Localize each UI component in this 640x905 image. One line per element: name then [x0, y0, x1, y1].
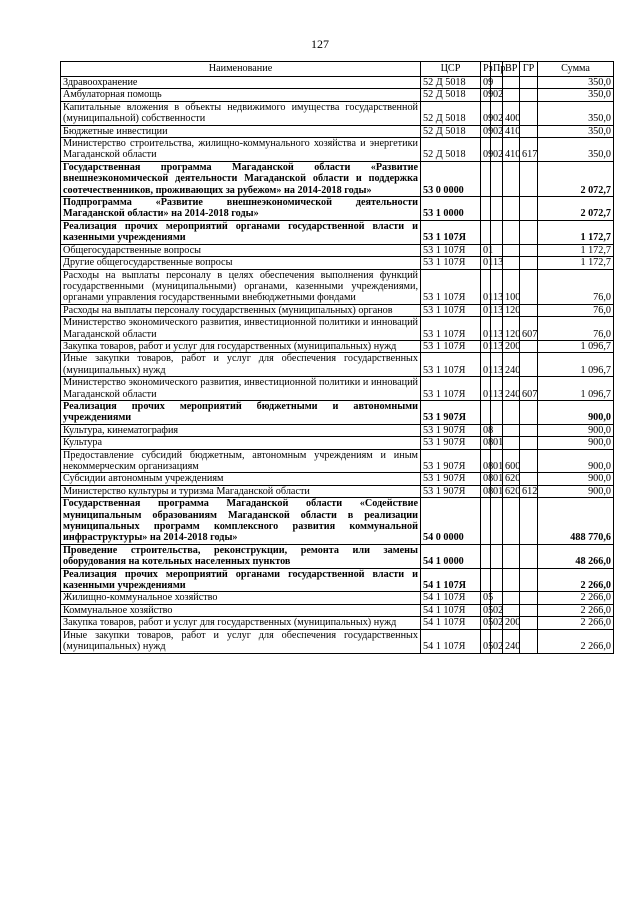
cell-sum: 350,0 [538, 125, 614, 137]
table-row [61, 353, 614, 377]
cell-gr [520, 473, 538, 485]
cell-vr [503, 220, 520, 244]
cell-vr [503, 197, 520, 221]
cell-sum: 1 096,7 [538, 340, 614, 352]
cell-rz [481, 220, 491, 244]
cell-sum: 350,0 [538, 77, 614, 89]
cell-vr [503, 161, 520, 196]
cell-csr: 53 1 907Я [421, 437, 481, 449]
cell-pr: 13 [491, 269, 503, 304]
cell-rz: 08 [481, 437, 491, 449]
table-row [61, 257, 614, 269]
cell-name: Государственная программа Магаданской области «Содействие муниципальным образованиям Магаданской области в реализации муниципальных программ комплексного развития коммунальной инфраструктуры» на 2014-2018 годы» [61, 498, 421, 545]
cell-gr [520, 604, 538, 616]
cell-pr: 02 [491, 89, 503, 101]
table-row [61, 377, 614, 401]
cell-name: Министерство экономического развития, инвестиционной политики и инноваций Магаданской области [61, 317, 421, 341]
cell-gr [520, 89, 538, 101]
cell-rz: 01 [481, 304, 491, 316]
cell-name: Государственная программа Магаданской области «Развитие внешнеэкономической деятельности Магаданской области и поддержка соотечественников, проживающих за рубежом» на 2014-2018 годы» [61, 161, 421, 196]
cell-pr [491, 400, 503, 424]
cell-csr: 53 1 0000 [421, 197, 481, 221]
table-row [61, 473, 614, 485]
cell-sum: 900,0 [538, 400, 614, 424]
cell-name: Министерство экономического развития, инвестиционной политики и инноваций Магаданской области [61, 377, 421, 401]
cell-rz [481, 544, 491, 568]
cell-vr: 600 [503, 449, 520, 473]
cell-sum: 2 072,7 [538, 161, 614, 196]
table-row [61, 629, 614, 653]
cell-sum: 76,0 [538, 304, 614, 316]
cell-gr: 607 [520, 377, 538, 401]
cell-pr: 01 [491, 473, 503, 485]
cell-name: Общегосударственные вопросы [61, 244, 421, 256]
cell-vr: 240 [503, 353, 520, 377]
cell-rz: 09 [481, 77, 491, 89]
cell-sum: 76,0 [538, 269, 614, 304]
cell-gr [520, 340, 538, 352]
cell-rz: 01 [481, 244, 491, 256]
cell-rz: 09 [481, 125, 491, 137]
cell-name: Культура [61, 437, 421, 449]
cell-pr: 02 [491, 125, 503, 137]
table-row [61, 304, 614, 316]
cell-csr: 53 0 0000 [421, 161, 481, 196]
cell-pr: 13 [491, 377, 503, 401]
cell-csr: 53 1 107Я [421, 257, 481, 269]
table-row [61, 197, 614, 221]
cell-pr: 02 [491, 138, 503, 162]
cell-pr [491, 197, 503, 221]
cell-name: Реализация прочих мероприятий органами государственной власти и казенными учреждениями [61, 220, 421, 244]
cell-sum: 2 266,0 [538, 629, 614, 653]
cell-rz: 01 [481, 317, 491, 341]
table-header-row [61, 62, 614, 77]
cell-sum: 76,0 [538, 317, 614, 341]
cell-name: Амбулаторная помощь [61, 89, 421, 101]
cell-gr [520, 592, 538, 604]
cell-rz: 08 [481, 473, 491, 485]
cell-csr: 53 1 107Я [421, 220, 481, 244]
cell-gr [520, 269, 538, 304]
cell-gr [520, 101, 538, 125]
cell-vr: 620 [503, 485, 520, 497]
cell-vr [503, 498, 520, 545]
cell-sum: 350,0 [538, 89, 614, 101]
column-header-name: Наименование [61, 62, 421, 77]
cell-csr: 53 1 107Я [421, 304, 481, 316]
table-row [61, 125, 614, 137]
cell-gr [520, 629, 538, 653]
table-row [61, 400, 614, 424]
cell-pr [491, 568, 503, 592]
cell-name: Проведение строительства, реконструкции, ремонта или замены оборудования на котельных населенных пунктов [61, 544, 421, 568]
cell-rz: 01 [481, 353, 491, 377]
cell-rz: 09 [481, 89, 491, 101]
cell-pr: 02 [491, 617, 503, 629]
cell-pr: 13 [491, 353, 503, 377]
cell-sum: 350,0 [538, 138, 614, 162]
cell-csr: 53 1 107Я [421, 377, 481, 401]
cell-vr: 240 [503, 377, 520, 401]
cell-name: Министерство строительства, жилищно-коммунального хозяйства и энергетики Магаданской области [61, 138, 421, 162]
cell-sum: 2 266,0 [538, 604, 614, 616]
cell-gr [520, 424, 538, 436]
cell-vr: 120 [503, 317, 520, 341]
cell-name: Подпрограмма «Развитие внешнеэкономической деятельности Магаданской области» на 2014-2018 годы» [61, 197, 421, 221]
table-row [61, 617, 614, 629]
cell-sum: 900,0 [538, 485, 614, 497]
column-header-sum: Сумма [538, 62, 614, 77]
cell-vr [503, 592, 520, 604]
cell-pr: 01 [491, 437, 503, 449]
cell-gr [520, 257, 538, 269]
cell-gr [520, 568, 538, 592]
cell-name: Закупка товаров, работ и услуг для государственных (муниципальных) нужд [61, 617, 421, 629]
cell-name: Другие общегосударственные вопросы [61, 257, 421, 269]
cell-pr: 13 [491, 257, 503, 269]
cell-rz: 08 [481, 449, 491, 473]
cell-csr: 54 1 107Я [421, 617, 481, 629]
cell-pr: 01 [491, 485, 503, 497]
table-row [61, 138, 614, 162]
cell-rz: 05 [481, 604, 491, 616]
cell-sum: 900,0 [538, 437, 614, 449]
cell-csr: 52 Д 5018 [421, 101, 481, 125]
cell-gr [520, 220, 538, 244]
cell-rz: 05 [481, 629, 491, 653]
cell-csr: 54 0 0000 [421, 498, 481, 545]
cell-csr: 54 1 107Я [421, 568, 481, 592]
cell-csr: 53 1 907Я [421, 485, 481, 497]
cell-vr [503, 257, 520, 269]
cell-sum: 900,0 [538, 449, 614, 473]
cell-name: Реализация прочих мероприятий органами государственной власти и казенными учреждениями [61, 568, 421, 592]
cell-csr: 53 1 107Я [421, 317, 481, 341]
cell-csr: 53 1 907Я [421, 400, 481, 424]
column-header-gr: ГР [520, 62, 538, 77]
cell-pr: 13 [491, 304, 503, 316]
cell-csr: 53 1 107Я [421, 353, 481, 377]
cell-pr [491, 161, 503, 196]
table-row [61, 604, 614, 616]
column-header-csr: ЦСР [421, 62, 481, 77]
cell-sum: 488 770,6 [538, 498, 614, 545]
cell-csr: 54 1 0000 [421, 544, 481, 568]
cell-name: Реализация прочих мероприятий бюджетными и автономными учреждениями [61, 400, 421, 424]
cell-gr [520, 617, 538, 629]
cell-vr: 400 [503, 101, 520, 125]
cell-vr: 100 [503, 269, 520, 304]
cell-pr: 01 [491, 449, 503, 473]
cell-rz [481, 498, 491, 545]
cell-pr: 02 [491, 629, 503, 653]
cell-name: Иные закупки товаров, работ и услуг для обеспечения государственных (муниципальных) нужд [61, 353, 421, 377]
cell-csr: 53 1 107Я [421, 269, 481, 304]
table-row [61, 568, 614, 592]
cell-sum: 900,0 [538, 473, 614, 485]
budget-table [60, 61, 614, 654]
cell-csr: 52 Д 5018 [421, 77, 481, 89]
cell-vr [503, 568, 520, 592]
cell-rz: 08 [481, 424, 491, 436]
column-header-vr: ВР [503, 62, 520, 77]
cell-csr: 53 1 907Я [421, 449, 481, 473]
cell-rz: 08 [481, 485, 491, 497]
cell-rz: 05 [481, 617, 491, 629]
cell-pr: 13 [491, 317, 503, 341]
table-row [61, 592, 614, 604]
cell-sum: 1 096,7 [538, 353, 614, 377]
cell-vr: 120 [503, 304, 520, 316]
cell-vr [503, 437, 520, 449]
cell-gr [520, 400, 538, 424]
cell-name: Жилищно-коммунальное хозяйство [61, 592, 421, 604]
cell-gr [520, 437, 538, 449]
column-header-pr: Пр [491, 62, 503, 77]
cell-sum: 2 072,7 [538, 197, 614, 221]
cell-rz: 01 [481, 257, 491, 269]
table-row [61, 101, 614, 125]
table-row [61, 244, 614, 256]
table-body [61, 77, 614, 654]
cell-gr [520, 498, 538, 545]
cell-vr [503, 77, 520, 89]
cell-name: Бюджетные инвестиции [61, 125, 421, 137]
cell-gr [520, 449, 538, 473]
cell-gr [520, 304, 538, 316]
cell-csr: 54 1 107Я [421, 629, 481, 653]
cell-rz: 01 [481, 269, 491, 304]
table-row [61, 161, 614, 196]
cell-pr [491, 544, 503, 568]
cell-name: Коммунальное хозяйство [61, 604, 421, 616]
cell-sum: 1 172,7 [538, 244, 614, 256]
cell-gr [520, 353, 538, 377]
cell-csr: 53 1 107Я [421, 244, 481, 256]
table-row [61, 437, 614, 449]
cell-csr: 53 1 907Я [421, 424, 481, 436]
cell-name: Здравоохранение [61, 77, 421, 89]
cell-csr: 52 Д 5018 [421, 125, 481, 137]
cell-name: Расходы на выплаты персоналу в целях обеспечения выполнения функций государственными (муниципальными) органами, казенными учреждениями, органами управления государственными внебюджетными фондами [61, 269, 421, 304]
table-row [61, 424, 614, 436]
cell-vr: 620 [503, 473, 520, 485]
cell-rz: 01 [481, 340, 491, 352]
table-row [61, 340, 614, 352]
cell-sum: 1 172,7 [538, 220, 614, 244]
cell-vr: 410 [503, 138, 520, 162]
cell-vr: 200 [503, 617, 520, 629]
table-row [61, 89, 614, 101]
cell-csr: 52 Д 5018 [421, 89, 481, 101]
cell-vr [503, 89, 520, 101]
cell-pr: 02 [491, 604, 503, 616]
cell-vr [503, 400, 520, 424]
cell-rz: 01 [481, 377, 491, 401]
cell-pr [491, 498, 503, 545]
cell-csr: 52 Д 5018 [421, 138, 481, 162]
cell-vr: 200 [503, 340, 520, 352]
cell-sum: 350,0 [538, 101, 614, 125]
table-row [61, 317, 614, 341]
cell-gr [520, 125, 538, 137]
cell-sum: 2 266,0 [538, 568, 614, 592]
table-row [61, 449, 614, 473]
cell-rz [481, 161, 491, 196]
cell-rz [481, 197, 491, 221]
cell-name: Министерство культуры и туризма Магаданской области [61, 485, 421, 497]
cell-csr: 54 1 107Я [421, 604, 481, 616]
column-header-rz: Рз [481, 62, 491, 77]
cell-gr [520, 161, 538, 196]
cell-csr: 53 1 107Я [421, 340, 481, 352]
cell-name: Капитальные вложения в объекты недвижимого имущества государственной (муниципальной) собственности [61, 101, 421, 125]
cell-vr: 410 [503, 125, 520, 137]
cell-vr [503, 604, 520, 616]
table-row [61, 544, 614, 568]
page-number: 127 [311, 37, 329, 51]
cell-sum: 900,0 [538, 424, 614, 436]
cell-pr: 13 [491, 340, 503, 352]
cell-vr: 240 [503, 629, 520, 653]
cell-vr [503, 544, 520, 568]
cell-name: Культура, кинематография [61, 424, 421, 436]
table-row [61, 220, 614, 244]
cell-sum: 2 266,0 [538, 592, 614, 604]
cell-rz: 05 [481, 592, 491, 604]
table-row [61, 498, 614, 545]
cell-sum: 48 266,0 [538, 544, 614, 568]
table-row [61, 269, 614, 304]
cell-csr: 54 1 107Я [421, 592, 481, 604]
cell-name: Субсидии автономным учреждениям [61, 473, 421, 485]
cell-pr: 02 [491, 101, 503, 125]
cell-gr [520, 544, 538, 568]
cell-vr [503, 424, 520, 436]
cell-rz: 09 [481, 101, 491, 125]
cell-sum: 1 096,7 [538, 377, 614, 401]
cell-name: Предоставление субсидий бюджетным, автономным учреждениям и иным некоммерческим организациям [61, 449, 421, 473]
cell-rz: 09 [481, 138, 491, 162]
cell-gr: 617 [520, 138, 538, 162]
cell-sum: 1 172,7 [538, 257, 614, 269]
cell-gr [520, 197, 538, 221]
cell-gr: 607 [520, 317, 538, 341]
cell-sum: 2 266,0 [538, 617, 614, 629]
cell-gr: 612 [520, 485, 538, 497]
table-row [61, 77, 614, 89]
table-row [61, 485, 614, 497]
cell-name: Расходы на выплаты персоналу государственных (муниципальных) органов [61, 304, 421, 316]
cell-rz [481, 568, 491, 592]
cell-vr [503, 244, 520, 256]
cell-gr [520, 77, 538, 89]
cell-name: Закупка товаров, работ и услуг для государственных (муниципальных) нужд [61, 340, 421, 352]
cell-gr [520, 244, 538, 256]
cell-name: Иные закупки товаров, работ и услуг для обеспечения государственных (муниципальных) нужд [61, 629, 421, 653]
cell-csr: 53 1 907Я [421, 473, 481, 485]
cell-pr [491, 220, 503, 244]
cell-rz [481, 400, 491, 424]
